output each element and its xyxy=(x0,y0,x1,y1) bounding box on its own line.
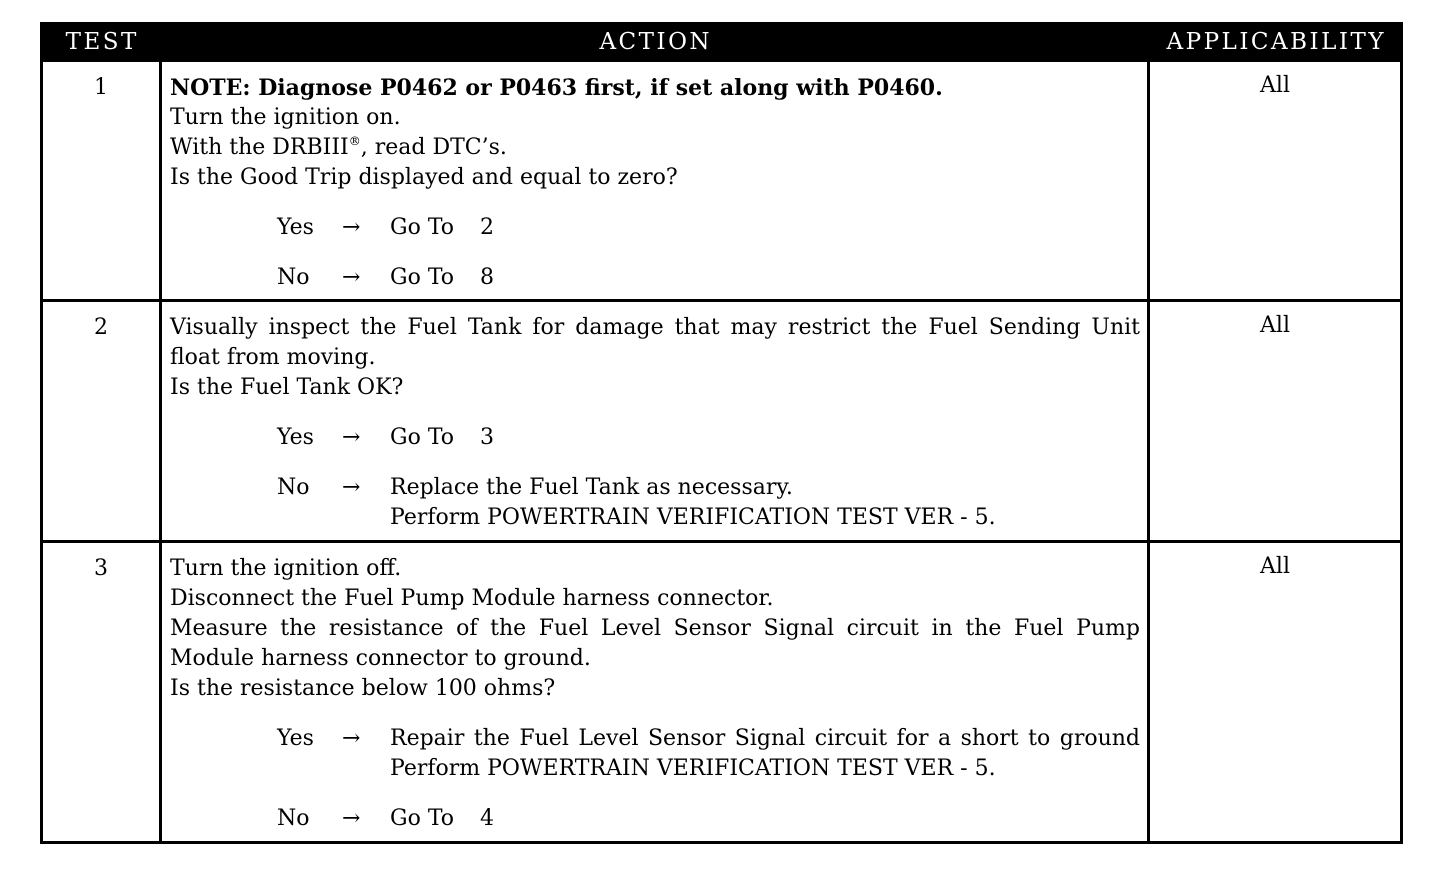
header-test: TEST xyxy=(65,29,139,55)
goto-label: Go To xyxy=(390,265,455,290)
step-text: Disconnect the Fuel Pump Module harness connector. xyxy=(170,586,774,611)
step-question: Is the Good Trip displayed and equal to zero? xyxy=(170,165,678,190)
applicability-value: All xyxy=(1260,554,1290,579)
step-text: Module harness connector to ground. xyxy=(170,646,591,671)
answer-label: No xyxy=(277,806,310,831)
step-text: Turn the ignition off. xyxy=(170,556,402,581)
goto-target: 2 xyxy=(480,215,495,240)
arrow-icon: → xyxy=(342,265,361,290)
step-text: float from moving. xyxy=(170,345,376,370)
applicability-value: All xyxy=(1260,313,1290,338)
test-number: 1 xyxy=(94,75,108,100)
step-text: Visually inspect the Fuel Tank for damage that may restrict the Fuel Sending Unit xyxy=(170,315,1140,340)
arrow-icon: → xyxy=(342,215,361,240)
table-border xyxy=(40,22,1403,844)
step-text: Turn the ignition on. xyxy=(170,105,401,130)
note-text: NOTE: Diagnose P0462 or P0463 first, if set along with P0460. xyxy=(170,75,943,101)
step-text: Measure the resistance of the Fuel Level Sensor Signal circuit in the Fuel Pump xyxy=(170,616,1140,641)
goto-label: Go To xyxy=(390,425,455,450)
goto-label: Go To xyxy=(390,215,455,240)
goto-label: Go To xyxy=(390,806,455,831)
answer-label: Yes xyxy=(277,425,314,450)
registered-mark: ® xyxy=(348,134,361,148)
diagnostic-test-table xyxy=(40,22,1403,844)
header-applicability: APPLICABILITY xyxy=(1166,29,1386,55)
step-question: Is the Fuel Tank OK? xyxy=(170,375,404,400)
arrow-icon: → xyxy=(342,425,361,450)
arrow-icon: → xyxy=(342,475,361,500)
answer-label: Yes xyxy=(277,726,314,751)
test-number: 3 xyxy=(94,556,108,581)
answer-label: No xyxy=(277,475,310,500)
applicability-value: All xyxy=(1260,73,1290,98)
step-text-part: With the DRBIII xyxy=(170,135,349,160)
goto-target: 4 xyxy=(480,806,495,831)
result-text: Perform POWERTRAIN VERIFICATION TEST VER - 5. xyxy=(390,756,996,781)
header-action: ACTION xyxy=(599,29,713,55)
arrow-icon: → xyxy=(342,726,361,751)
answer-label: Yes xyxy=(277,215,314,240)
step-question: Is the resistance below 100 ohms? xyxy=(170,676,556,701)
test-number: 2 xyxy=(94,315,108,340)
goto-target: 3 xyxy=(480,425,495,450)
step-text-part: , read DTC’s. xyxy=(360,135,507,160)
result-text: Replace the Fuel Tank as necessary. xyxy=(390,475,793,500)
result-text: Repair the Fuel Level Sensor Signal circuit for a short to ground xyxy=(390,726,1140,751)
result-text: Perform POWERTRAIN VERIFICATION TEST VER - 5. xyxy=(390,505,996,530)
answer-label: No xyxy=(277,265,310,290)
arrow-icon: → xyxy=(342,806,361,831)
goto-target: 8 xyxy=(480,265,495,290)
